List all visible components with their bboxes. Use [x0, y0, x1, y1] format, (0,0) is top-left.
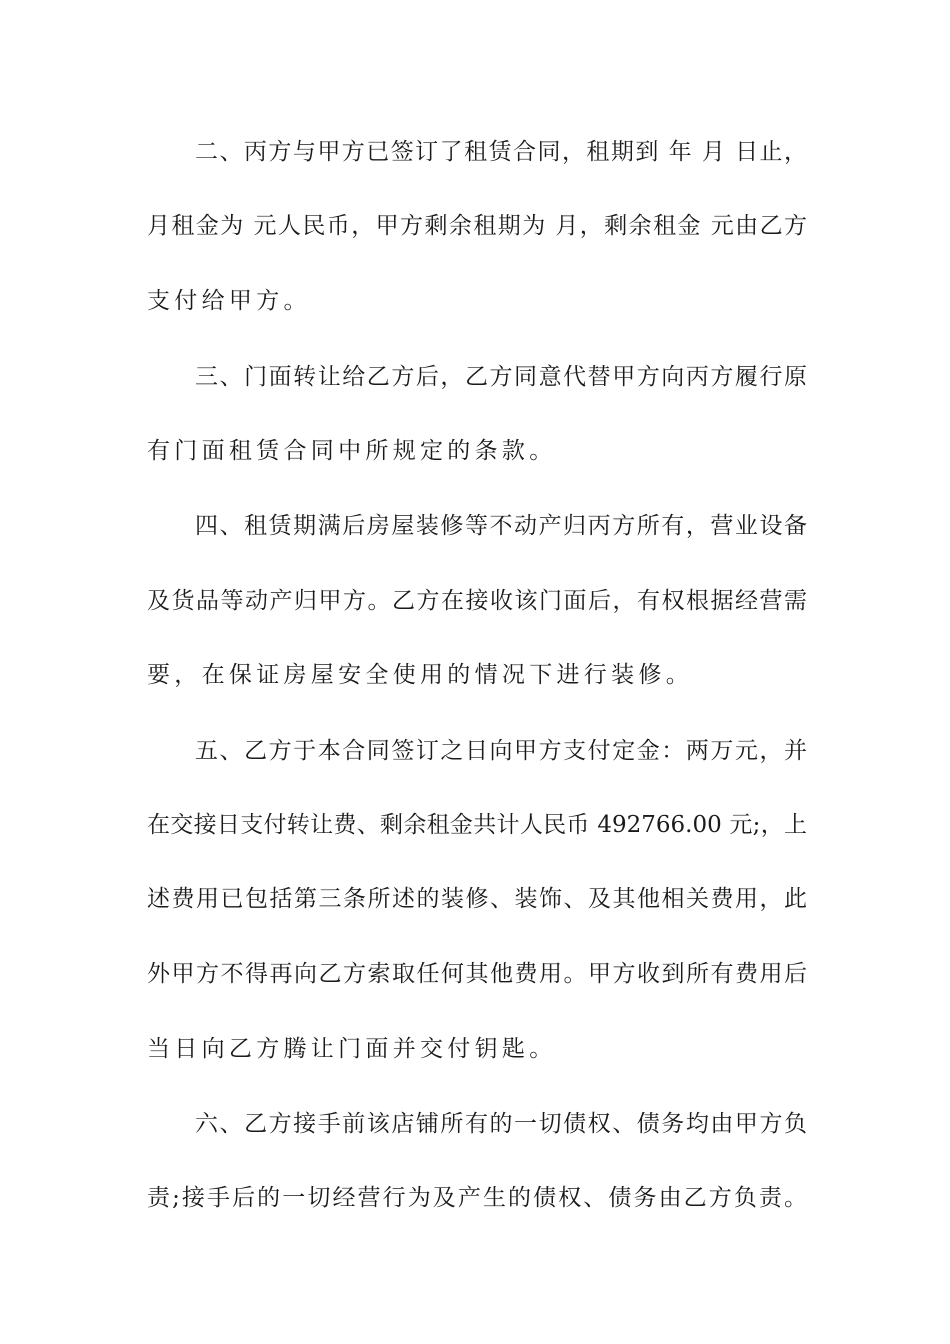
paragraph-4-line-1: 四、租赁期满后房屋装修等不动产归丙方所有，营业设备 [195, 513, 807, 539]
paragraph-2-line-1: 二、丙方与甲方已签订了租赁合同，租期到 年 月 日止， [195, 139, 807, 165]
paragraph-3-line-2: 有门面租赁合同中所规定的条款。 [147, 438, 557, 464]
paragraph-4-line-2: 及货品等动产归甲方。乙方在接收该门面后，有权根据经营需 [147, 588, 807, 614]
paragraph-6-line-2: 责;接手后的一切经营行为及产生的债权、债务由乙方负责。 [147, 1185, 807, 1211]
paragraph-5-line-2: 在交接日支付转让费、剩余租金共计人民币 492766.00 元;，上 [147, 812, 807, 838]
paragraph-5-line-4: 外甲方不得再向乙方索取任何其他费用。甲方收到所有费用后 [147, 961, 807, 987]
paragraph-5-line-5: 当日向乙方腾让门面并交付钥匙。 [147, 1036, 557, 1062]
paragraph-5-line-1: 五、乙方于本合同签订之日向甲方支付定金：两万元，并 [195, 738, 807, 764]
paragraph-6-line-1: 六、乙方接手前该店铺所有的一切债权、债务均由甲方负 [195, 1111, 807, 1137]
paragraph-4-line-3: 要，在保证房屋安全使用的情况下进行装修。 [147, 662, 693, 688]
paragraph-3-line-1: 三、门面转让给乙方后，乙方同意代替甲方向丙方履行原 [195, 364, 807, 390]
paragraph-2-line-2: 月租金为 元人民币，甲方剩余租期为 月，剩余租金 元由乙方 [147, 213, 807, 239]
paragraph-5-line-3: 述费用已包括第三条所述的装修、装饰、及其他相关费用，此 [147, 886, 807, 912]
paragraph-2-line-3: 支付给甲方。 [147, 288, 311, 314]
